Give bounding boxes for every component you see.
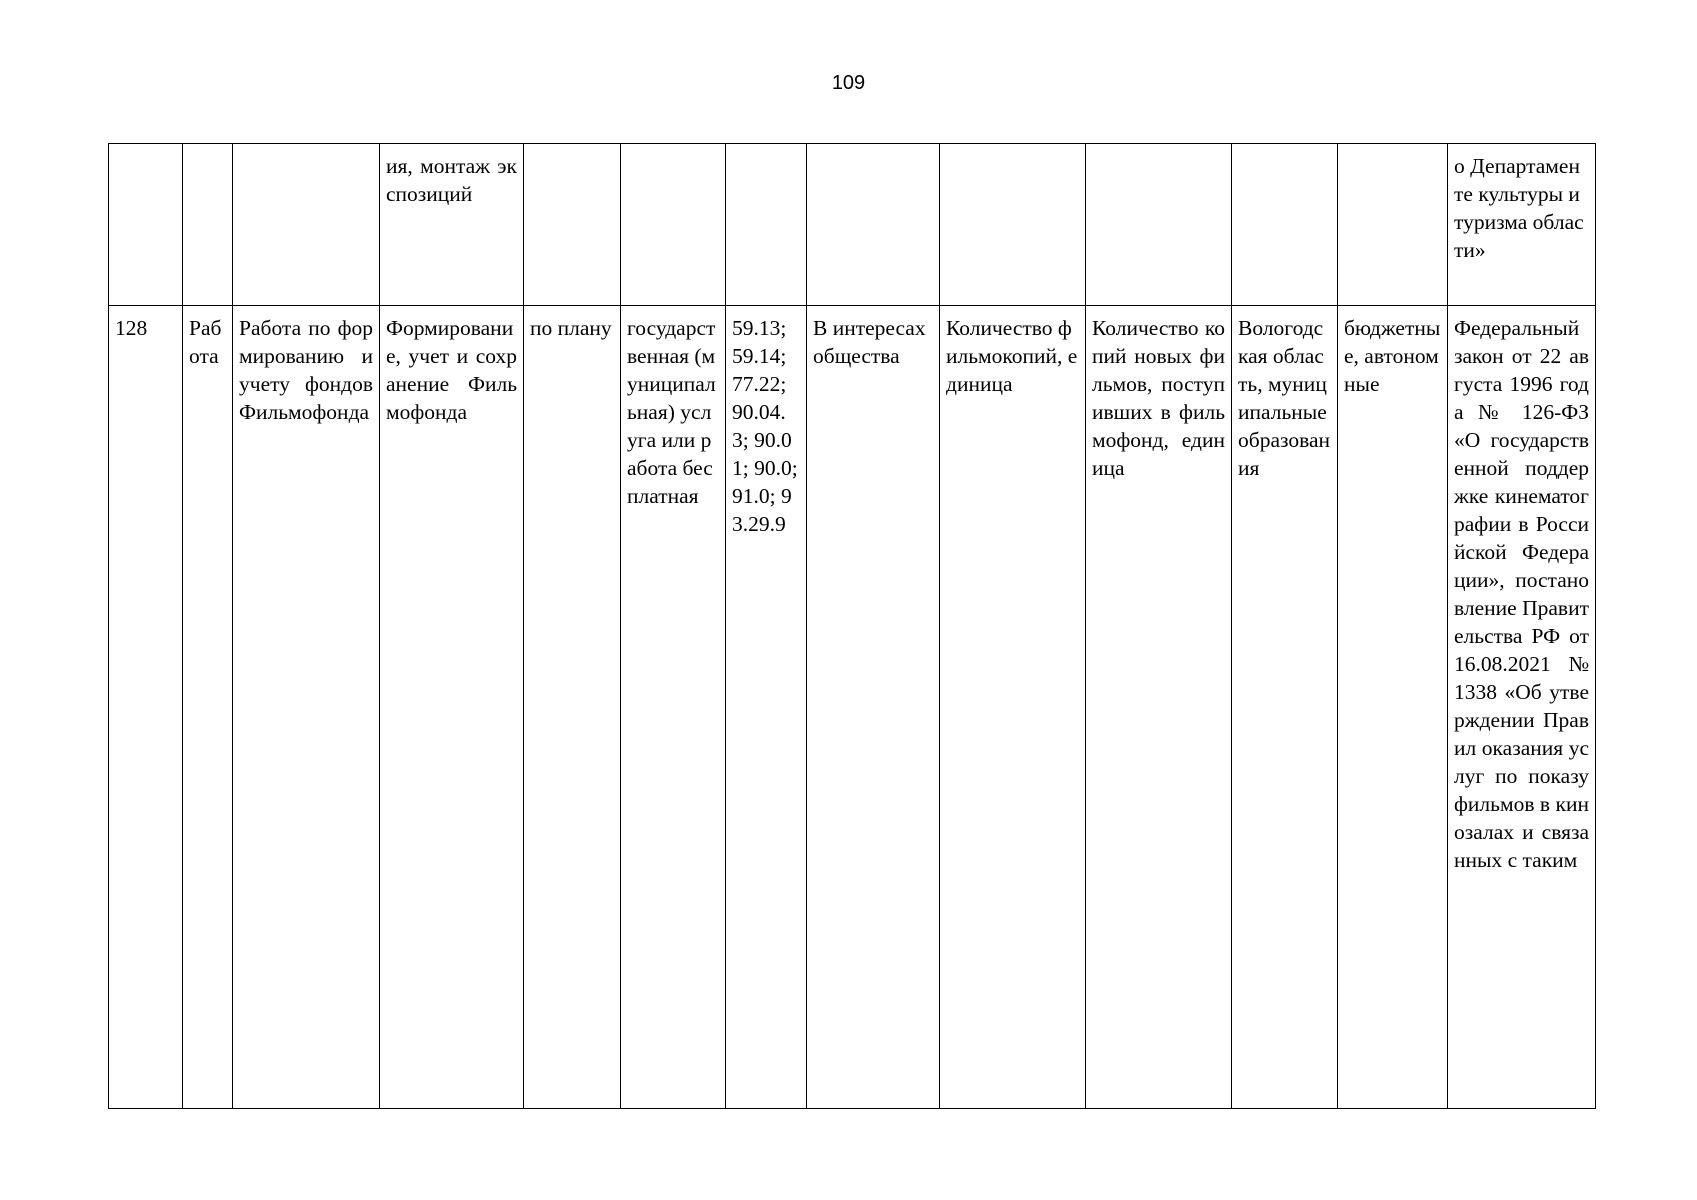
cell-legal-basis bbox=[1448, 306, 1596, 1109]
services-table bbox=[108, 143, 1596, 1109]
cell-service-type bbox=[621, 306, 726, 1109]
cell-number bbox=[109, 306, 183, 1109]
cell-quality-empty bbox=[1086, 144, 1232, 306]
cell-okved bbox=[726, 306, 807, 1109]
cell-provider bbox=[1232, 306, 1338, 1109]
content-continuation-text: ия, монтаж экспозиций bbox=[386, 154, 517, 206]
row-volume-indicator: Количество фильмокопий, единица bbox=[946, 316, 1078, 396]
cell-service-type-empty bbox=[621, 144, 726, 306]
cell-institution bbox=[1338, 306, 1448, 1109]
legal-continuation-text: о Департаменте культуры и туризма области» bbox=[1454, 154, 1584, 262]
cell-condition bbox=[524, 306, 621, 1109]
cell-quality bbox=[1086, 306, 1232, 1109]
cell-legal-continuation bbox=[1448, 144, 1596, 306]
cell-type-empty bbox=[183, 144, 233, 306]
cell-institution-empty bbox=[1338, 144, 1448, 306]
cell-condition-empty bbox=[524, 144, 621, 306]
row-number: 128 bbox=[115, 316, 148, 340]
row-service-type: государственная (муниципальная) услуга или работа бесплатная bbox=[627, 316, 716, 508]
table-row bbox=[109, 306, 1596, 1109]
cell-volume bbox=[940, 306, 1086, 1109]
cell-name bbox=[233, 306, 380, 1109]
row-condition: по плану bbox=[530, 316, 612, 340]
row-institution-type: бюджетные, автономные bbox=[1344, 316, 1441, 396]
row-name: Работа по формированию и учету фондов Фильмофонда bbox=[239, 316, 373, 424]
page-number: 109 bbox=[831, 72, 866, 94]
cell-content-continuation bbox=[380, 144, 524, 306]
row-type: Работа bbox=[189, 316, 222, 368]
cell-content bbox=[380, 306, 524, 1109]
table-row-continuation bbox=[109, 144, 1596, 306]
row-okved-codes: 59.13; 59.14; 77.22; 90.04.3; 90.01; 90.0; 91.0; 93.29.9 bbox=[732, 316, 798, 536]
row-consumers: В интересах общества bbox=[813, 316, 926, 368]
cell-consumers-empty bbox=[807, 144, 940, 306]
cell-okved-empty bbox=[726, 144, 807, 306]
cell-provider-empty bbox=[1232, 144, 1338, 306]
row-quality-indicator: Количество копий новых фильмов, поступивших в фильмофонд, единица bbox=[1092, 316, 1225, 480]
cell-consumers bbox=[807, 306, 940, 1109]
row-legal-basis: Федеральный закон от 22 августа 1996 года № 126-ФЗ «О государственной поддержке кинематографии в Российской Федерации», постановление Правительства РФ от 16.08.2021 № 1338 «Об утверждении Правил оказания услуг по показу фильмов в кинозалах и связанных с таким bbox=[1454, 316, 1589, 872]
cell-number-empty bbox=[109, 144, 183, 306]
cell-volume-empty bbox=[940, 144, 1086, 306]
row-content: Формирование, учет и сохранение Фильмофонда bbox=[386, 316, 517, 424]
row-provider-level: Вологодская область, муниципальные образования bbox=[1238, 316, 1331, 480]
cell-type bbox=[183, 306, 233, 1109]
cell-name-empty bbox=[233, 144, 380, 306]
